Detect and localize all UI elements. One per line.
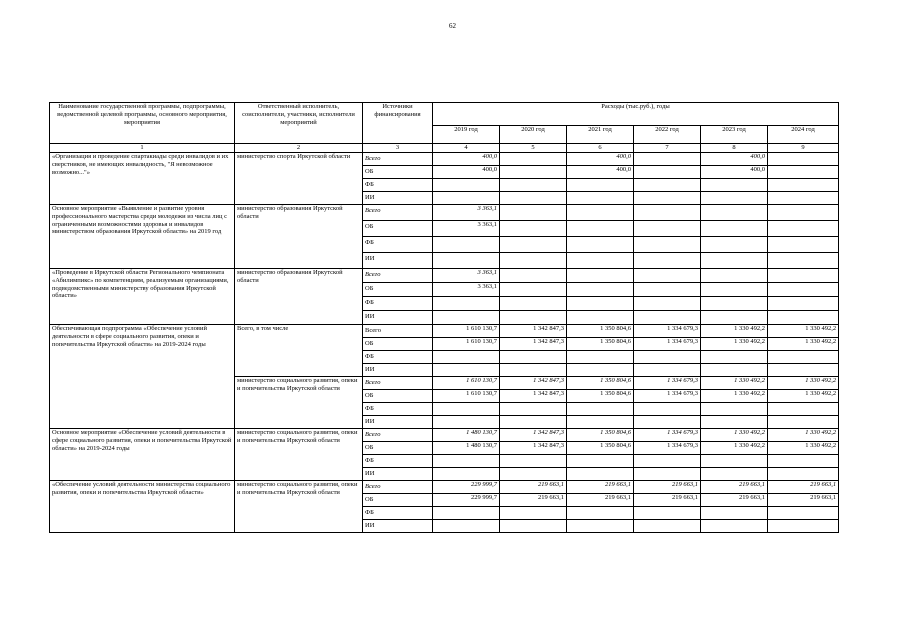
source-ob: ОБ xyxy=(363,442,433,455)
source-fb: ФБ xyxy=(363,507,433,520)
value-cell: 1 342 847,3 xyxy=(500,325,567,338)
source-fb: ФБ xyxy=(363,403,433,416)
value-cell: 1 334 679,3 xyxy=(634,390,701,403)
value-cell xyxy=(500,269,567,283)
value-cell xyxy=(701,283,768,297)
value-cell xyxy=(634,221,701,237)
value-cell xyxy=(768,283,839,297)
col-number: 2 xyxy=(235,144,363,153)
value-cell xyxy=(768,166,839,179)
value-cell: 1 342 847,3 xyxy=(500,429,567,442)
source-ob: ОБ xyxy=(363,338,433,351)
value-cell: 1 342 847,3 xyxy=(500,338,567,351)
value-cell: 219 663,1 xyxy=(567,481,634,494)
table-row xyxy=(50,429,839,442)
value-cell xyxy=(701,221,768,237)
value-cell: 1 342 847,3 xyxy=(500,377,567,390)
table-row xyxy=(50,481,839,494)
value-cell: 1 610 130,7 xyxy=(433,390,500,403)
value-cell: 1 334 679,3 xyxy=(634,377,701,390)
source-total: Всего xyxy=(363,429,433,442)
table-row xyxy=(50,205,839,221)
header-expenses: Расходы (тыс.руб.), годы xyxy=(433,103,839,126)
source-ob: ОБ xyxy=(363,283,433,297)
value-cell: 1 330 492,2 xyxy=(768,377,839,390)
column-numbers-row xyxy=(50,144,839,153)
value-cell xyxy=(500,153,567,166)
value-cell: 1 330 492,2 xyxy=(701,325,768,338)
col-number: 6 xyxy=(567,144,634,153)
source-ii: ИИ xyxy=(363,253,433,269)
source-ii: ИИ xyxy=(363,416,433,429)
value-cell: 3 363,1 xyxy=(433,269,500,283)
value-cell: 219 663,1 xyxy=(567,494,634,507)
value-cell: 1 334 679,3 xyxy=(634,338,701,351)
value-cell: 3 363,1 xyxy=(433,205,500,221)
value-cell xyxy=(634,269,701,283)
source-ob: ОБ xyxy=(363,494,433,507)
source-total: Всего xyxy=(363,481,433,494)
value-cell: 1 330 492,2 xyxy=(701,442,768,455)
year-2019: 2019 год xyxy=(433,126,500,144)
value-cell: 3 363,1 xyxy=(433,221,500,237)
header-source: Источники финансирования xyxy=(363,103,433,144)
year-2020: 2020 год xyxy=(500,126,567,144)
value-cell: 3 363,1 xyxy=(433,283,500,297)
col-number: 1 xyxy=(50,144,235,153)
value-cell: 219 663,1 xyxy=(500,494,567,507)
value-cell: 400,0 xyxy=(567,153,634,166)
value-cell: 1 330 492,2 xyxy=(768,325,839,338)
col-number: 4 xyxy=(433,144,500,153)
value-cell: 400,0 xyxy=(701,153,768,166)
value-cell xyxy=(768,153,839,166)
col-number: 7 xyxy=(634,144,701,153)
table-row xyxy=(50,325,839,338)
value-cell: 1 330 492,2 xyxy=(768,429,839,442)
executor: министерство социального развития, опеки и попечительства Иркутской области xyxy=(235,377,363,429)
value-cell: 1 330 492,2 xyxy=(701,338,768,351)
value-cell: 1 330 492,2 xyxy=(701,390,768,403)
value-cell: 1 342 847,3 xyxy=(500,442,567,455)
value-cell: 1 480 130,7 xyxy=(433,442,500,455)
program-name: «Обеспечение условий деятельности министерства социального развития, опеки и попечительства Иркутской области» xyxy=(50,481,235,533)
source-total: Всего xyxy=(363,325,433,338)
table-row xyxy=(50,269,839,283)
source-total: Всего xyxy=(363,205,433,221)
value-cell: 1 350 804,6 xyxy=(567,390,634,403)
source-ob: ОБ xyxy=(363,390,433,403)
year-2024: 2024 год xyxy=(768,126,839,144)
source-fb: ФБ xyxy=(363,351,433,364)
executor-total: Всего, в том числе xyxy=(235,325,363,377)
value-cell: 1 334 679,3 xyxy=(634,325,701,338)
value-cell: 1 334 679,3 xyxy=(634,429,701,442)
year-2023: 2023 год xyxy=(701,126,768,144)
source-fb: ФБ xyxy=(363,455,433,468)
value-cell xyxy=(701,205,768,221)
source-fb: ФБ xyxy=(363,297,433,311)
col-number: 3 xyxy=(363,144,433,153)
value-cell xyxy=(500,221,567,237)
value-cell xyxy=(634,205,701,221)
value-cell xyxy=(500,283,567,297)
page-number: 62 xyxy=(449,22,456,30)
value-cell: 1 610 130,7 xyxy=(433,325,500,338)
value-cell: 400,0 xyxy=(433,166,500,179)
value-cell xyxy=(768,205,839,221)
source-total: Всего xyxy=(363,377,433,390)
value-cell: 1 330 492,2 xyxy=(701,429,768,442)
value-cell: 1 480 130,7 xyxy=(433,429,500,442)
value-cell: 1 330 492,2 xyxy=(768,338,839,351)
value-cell xyxy=(634,166,701,179)
value-cell xyxy=(567,283,634,297)
source-ii: ИИ xyxy=(363,364,433,377)
value-cell xyxy=(634,283,701,297)
value-cell: 1 350 804,6 xyxy=(567,325,634,338)
value-cell: 400,0 xyxy=(433,153,500,166)
value-cell xyxy=(500,166,567,179)
value-cell: 219 663,1 xyxy=(768,494,839,507)
source-fb: ФБ xyxy=(363,237,433,253)
value-cell xyxy=(567,221,634,237)
year-2021: 2021 год xyxy=(567,126,634,144)
program-name: Основное мероприятие «Обеспечение условий деятельности в сфере социального развития, опеки и попечительства Иркутской области» на 2019-2024 годы xyxy=(50,429,235,481)
value-cell: 1 350 804,6 xyxy=(567,377,634,390)
value-cell xyxy=(567,205,634,221)
source-ii: ИИ xyxy=(363,311,433,325)
value-cell: 400,0 xyxy=(701,166,768,179)
value-cell: 219 663,1 xyxy=(500,481,567,494)
source-ob: ОБ xyxy=(363,166,433,179)
value-cell: 219 663,1 xyxy=(634,494,701,507)
executor: министерство образования Иркутской области xyxy=(235,205,363,269)
subprogram-name: Обеспечивающая подпрограмма «Обеспечение условий деятельности в сфере социального развития, опеки и попечительства Иркутской области» на 2019-2024 годы xyxy=(50,325,235,429)
program-name: «Организация и проведение спартакиады среди инвалидов и их сверстников, не имеющих инвалидность, "Я невозможное возможно..."» xyxy=(50,153,235,205)
value-cell: 400,0 xyxy=(567,166,634,179)
value-cell: 1 330 492,2 xyxy=(701,377,768,390)
value-cell xyxy=(567,269,634,283)
value-cell: 229 999,7 xyxy=(433,494,500,507)
executor: министерство социального развития, опеки и попечительства Иркутской области xyxy=(235,429,363,481)
value-cell xyxy=(768,269,839,283)
value-cell: 1 342 847,3 xyxy=(500,390,567,403)
value-cell: 229 999,7 xyxy=(433,481,500,494)
value-cell: 1 610 130,7 xyxy=(433,377,500,390)
source-ii: ИИ xyxy=(363,192,433,205)
source-ii: ИИ xyxy=(363,520,433,533)
value-cell: 1 334 679,3 xyxy=(634,442,701,455)
value-cell xyxy=(768,221,839,237)
value-cell xyxy=(634,153,701,166)
source-fb: ФБ xyxy=(363,179,433,192)
budget-table xyxy=(49,102,839,533)
value-cell: 219 663,1 xyxy=(701,494,768,507)
value-cell: 219 663,1 xyxy=(768,481,839,494)
value-cell: 1 330 492,2 xyxy=(768,390,839,403)
value-cell: 219 663,1 xyxy=(634,481,701,494)
value-cell: 1 350 804,6 xyxy=(567,429,634,442)
col-number: 5 xyxy=(500,144,567,153)
value-cell: 1 350 804,6 xyxy=(567,338,634,351)
executor: министерство образования Иркутской области xyxy=(235,269,363,325)
executor: министерство спорта Иркутской области xyxy=(235,153,363,205)
value-cell: 1 330 492,2 xyxy=(768,442,839,455)
col-number: 8 xyxy=(701,144,768,153)
source-ii: ИИ xyxy=(363,468,433,481)
value-cell: 1 350 804,6 xyxy=(567,442,634,455)
source-total: Всего xyxy=(363,269,433,283)
header-executor: Ответственный исполнитель, соисполнители, участники, исполнители мероприятий xyxy=(235,103,363,144)
year-2022: 2022 год xyxy=(634,126,701,144)
program-name: Основное мероприятие «Выявление и развитие уровня профессионального мастерства среди молодежи из числа лиц с ограниченными возможностями здоровья и инвалидов министерством образования Иркутской области» на 2019 год xyxy=(50,205,235,269)
program-name: «Проведение в Иркутской области Регионального чемпионата «Абилимпикс» по компетенциям, реализуемым организациями, подведомственными министерству образования Иркутской области» xyxy=(50,269,235,325)
source-total: Всего xyxy=(363,153,433,166)
value-cell xyxy=(500,205,567,221)
value-cell xyxy=(701,269,768,283)
value-cell: 219 663,1 xyxy=(701,481,768,494)
col-number: 9 xyxy=(768,144,839,153)
table-row xyxy=(50,153,839,166)
header-name: Наименование государственной программы, подпрограммы, ведомственной целевой программы, основного мероприятия, мероприятия xyxy=(50,103,235,144)
executor: министерство социального развития, опеки и попечительства Иркутской области xyxy=(235,481,363,533)
source-ob: ОБ xyxy=(363,221,433,237)
value-cell: 1 610 130,7 xyxy=(433,338,500,351)
